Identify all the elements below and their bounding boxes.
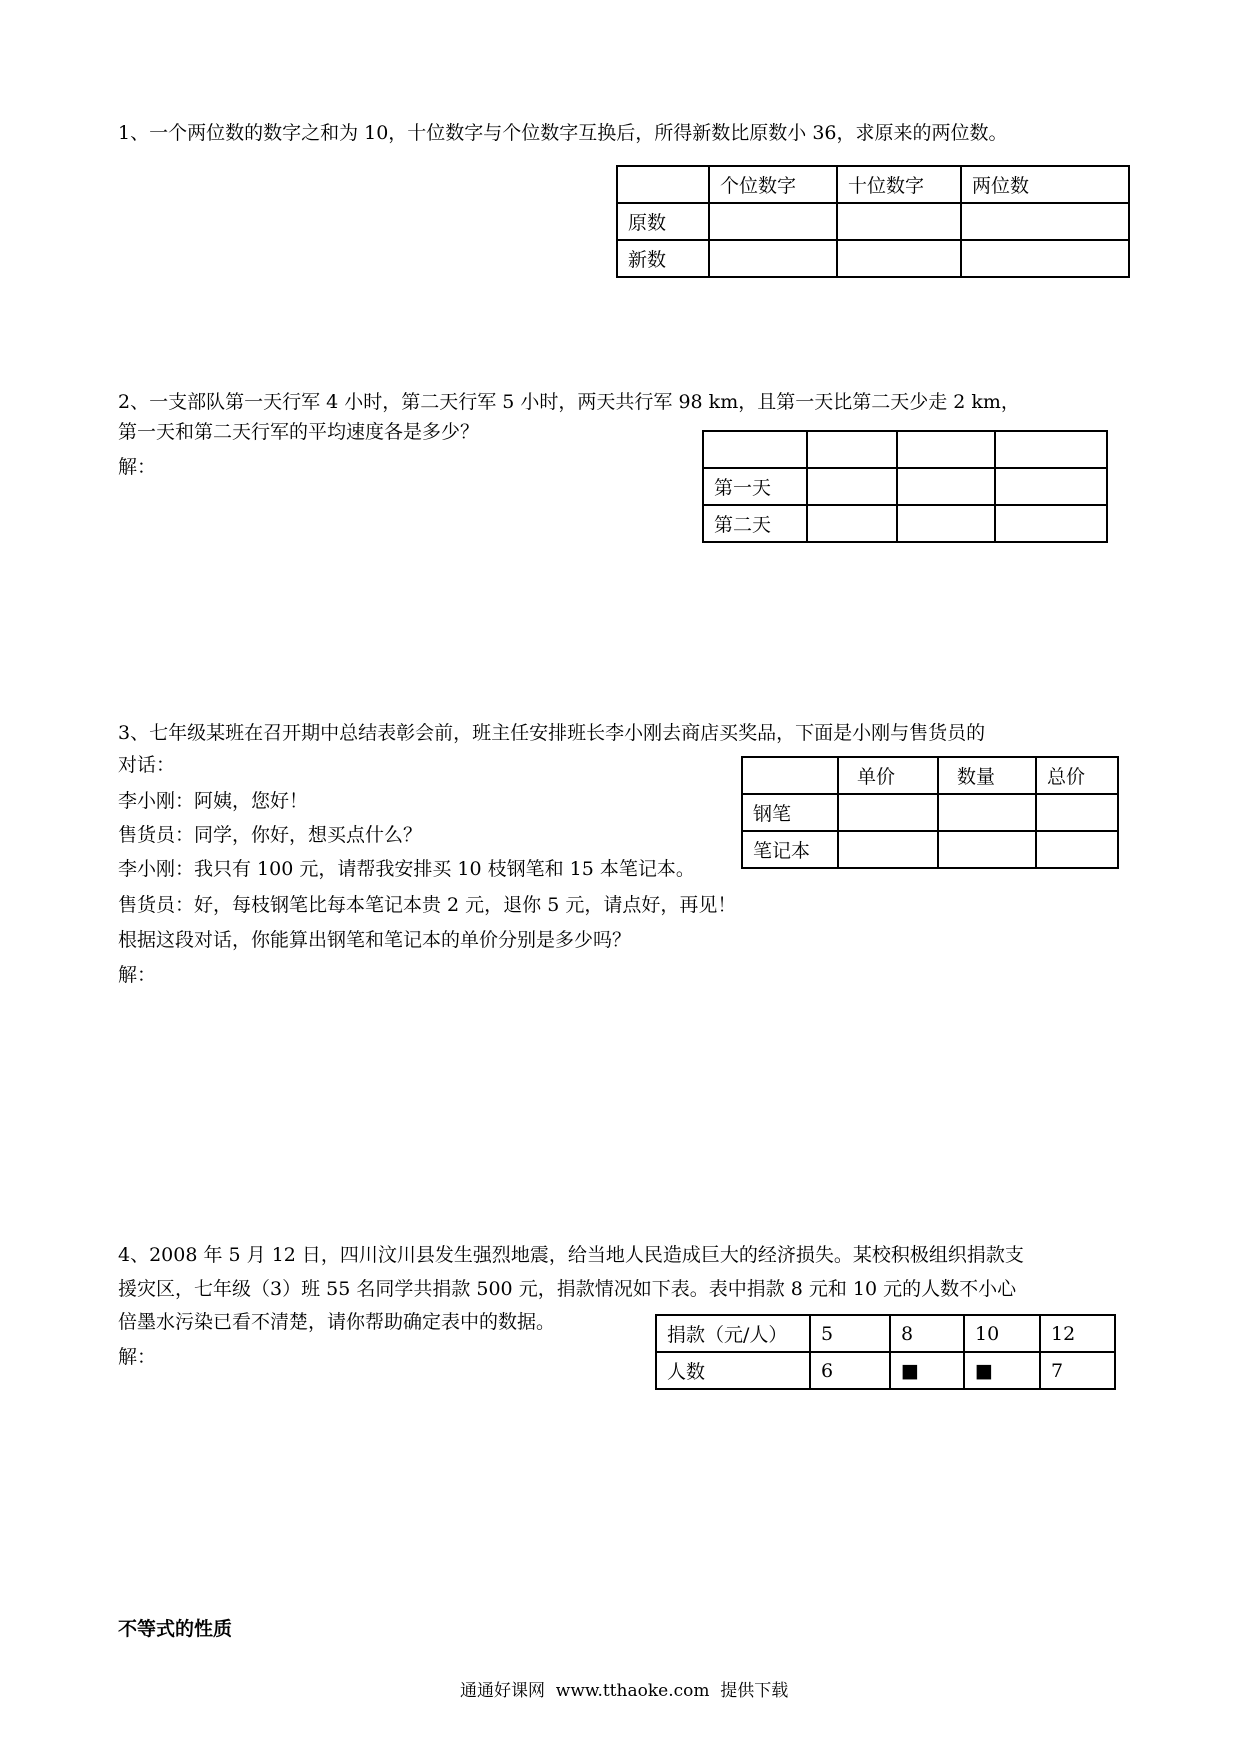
table-cell (807, 431, 897, 468)
q3-dialogue-3: 李小刚：我只有 100 元，请帮我安排买 10 枝钢笔和 15 本笔记本。 (118, 858, 695, 880)
row-label: 笔记本 (742, 831, 838, 868)
table-header-cell: 10 (964, 1315, 1040, 1352)
table-cell: 7 (1040, 1352, 1115, 1389)
row-label: 第二天 (703, 505, 807, 542)
table-cell (742, 757, 838, 794)
table-row (656, 1352, 1115, 1389)
table-row (742, 794, 1118, 831)
q2-table (702, 430, 1108, 543)
table-cell (807, 505, 897, 542)
table-header-cell: 捐款（元/人） (656, 1315, 810, 1352)
row-label: 钢笔 (742, 794, 838, 831)
table-header-cell: 十位数字 (837, 166, 961, 203)
page-footer: 通通好课网 www.tthaoke.com 提供下载 (460, 1681, 789, 1701)
table-cell (837, 240, 961, 277)
q3-dialogue-4: 售货员：好，每枝钢笔比每本笔记本贵 2 元，退你 5 元，请点好，再见！ (118, 894, 737, 916)
table-cell (938, 794, 1036, 831)
table-row (617, 203, 1129, 240)
table-cell (1036, 831, 1118, 868)
row-label: 新数 (617, 240, 709, 277)
q3-line1: 3、七年级某班在召开期中总结表彰会前，班主任安排班长李小刚去商店买奖品，下面是小刚与售货员的 (118, 722, 986, 744)
q3-dialogue-5: 根据这段对话，你能算出钢笔和笔记本的单价分别是多少吗？ (118, 929, 632, 951)
q4-line2: 援灾区，七年级（3）班 55 名同学共捐款 500 元，捐款情况如下表。表中捐款 8 元和 10 元的人数不小心 (118, 1278, 1017, 1300)
q4-answer-label: 解： (118, 1346, 157, 1368)
q2-line1: 2、一支部队第一天行军 4 小时，第二天行军 5 小时，两天共行军 98 km，且第一天比第二天少走 2 km， (118, 391, 1020, 413)
table-row (703, 505, 1107, 542)
q2-line2: 第一天和第二天行军的平均速度各是多少？ (118, 421, 480, 443)
table-cell (807, 468, 897, 505)
table-cell (995, 468, 1107, 505)
table-row (703, 431, 1107, 468)
table-cell (995, 431, 1107, 468)
table-cell (897, 505, 995, 542)
q1-text: 1、一个两位数的数字之和为 10，十位数字与个位数字互换后，所得新数比原数小 36，求原来的两位数。 (118, 122, 1008, 144)
table-cell (961, 240, 1129, 277)
table-header-cell: 单价 (838, 757, 938, 794)
table-cell (709, 203, 837, 240)
ink-blot-cell: ■ (890, 1352, 964, 1389)
row-label: 第一天 (703, 468, 807, 505)
table-row (617, 166, 1129, 203)
table-header-cell: 数量 (938, 757, 1036, 794)
table-header-cell: 5 (810, 1315, 890, 1352)
q3-table (741, 756, 1119, 869)
table-cell (617, 166, 709, 203)
table-header-cell: 总价 (1036, 757, 1118, 794)
table-cell (838, 831, 938, 868)
q2-answer-label: 解： (118, 456, 157, 478)
table-cell (703, 431, 807, 468)
section-heading: 不等式的性质 (118, 1618, 233, 1640)
table-header-cell: 12 (1040, 1315, 1115, 1352)
q3-answer-label: 解： (118, 964, 157, 986)
table-header-cell: 8 (890, 1315, 964, 1352)
table-cell (837, 203, 961, 240)
row-label: 人数 (656, 1352, 810, 1389)
table-cell (709, 240, 837, 277)
row-label: 原数 (617, 203, 709, 240)
table-cell (897, 468, 995, 505)
q4-line1: 4、2008 年 5 月 12 日，四川汶川县发生强烈地震，给当地人民造成巨大的经济损失。某校积极组织捐款支 (118, 1244, 1024, 1266)
table-cell (995, 505, 1107, 542)
q4-table (655, 1314, 1116, 1390)
table-row (742, 757, 1118, 794)
table-cell (838, 794, 938, 831)
table-header-cell: 两位数 (961, 166, 1129, 203)
table-cell (938, 831, 1036, 868)
table-cell (897, 431, 995, 468)
q1-table (616, 165, 1130, 278)
table-cell (961, 203, 1129, 240)
table-header-cell: 个位数字 (709, 166, 837, 203)
q3-dialogue-1: 李小刚：阿姨，您好！ (118, 790, 309, 812)
table-row (617, 240, 1129, 277)
q3-line2: 对话： (118, 754, 176, 776)
table-row (742, 831, 1118, 868)
q4-line3: 倍墨水污染已看不清楚，请你帮助确定表中的数据。 (118, 1311, 556, 1333)
table-row (703, 468, 1107, 505)
table-cell: 6 (810, 1352, 890, 1389)
q3-dialogue-2: 售货员：同学，你好，想买点什么？ (118, 824, 423, 846)
table-cell (1036, 794, 1118, 831)
table-row (656, 1315, 1115, 1352)
ink-blot-cell: ■ (964, 1352, 1040, 1389)
